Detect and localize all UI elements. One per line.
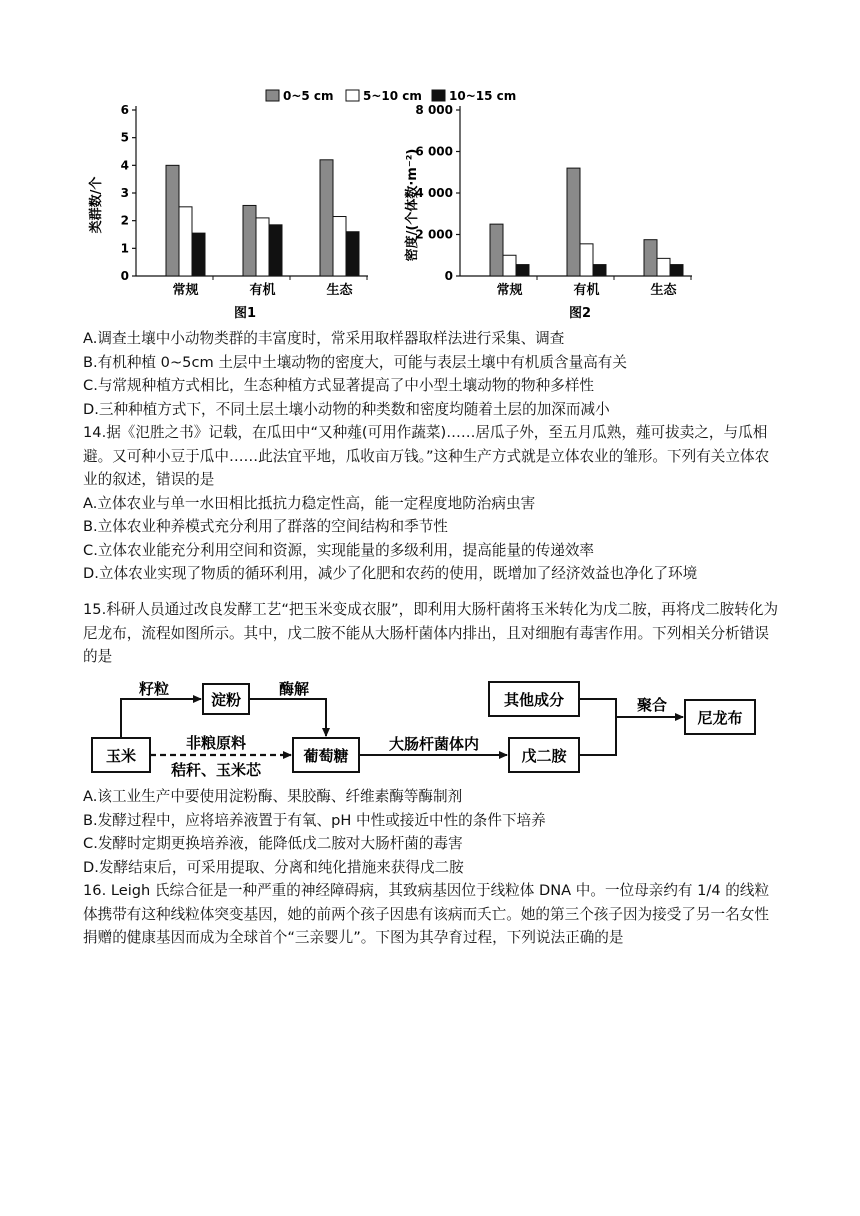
bar-1-2 [593,265,606,276]
chart-2-ylabel: 密度/(个体数·m⁻²) [405,148,420,262]
y-tick-label: 3 [120,186,129,200]
y-tick-label: 2 000 [415,227,453,242]
arrow-straw-label: 秸秆、玉米芯 [170,761,262,779]
arrow-seed-label: 籽粒 [138,680,170,698]
q15-option-b: B.发酵过程中，应将培养液置于有氧、pH 中性或接近中性的条件下培养 [83,811,546,829]
y-tick-label: 8 000 [415,103,453,117]
y-tick-label: 4 000 [415,186,453,200]
bar-2-0 [320,160,333,276]
legend-label-0-5: 0~5 cm [283,89,334,103]
q15-stem: 15.科研人员通过改良发酵工艺“把玉米变成衣服”，即利用大肠杆菌将玉米转化为戊二胺，再将戊二胺转化为尼龙布，流程如图所示。其中，戊二胺不能从大肠杆菌体内排出，且对细胞有毒害作用。下列相关分析错误的是 [83,601,779,665]
charts-svg [80,80,677,330]
question-16 [83,879,783,950]
bar-0-2 [516,265,529,276]
chart-1-ylabel: 类群数/个 [89,176,104,234]
bar-2-2 [670,265,683,276]
bar-0-2 [192,233,205,276]
q14-option-c: C.立体农业能充分利用空间和资源，实现能量的多级利用，提高能量的传递效率 [83,541,595,559]
bar-0-0 [166,165,179,276]
box-cadaverine-label: 戊二胺 [521,747,567,765]
bar-0-1 [179,207,192,276]
bracket-join [579,699,616,755]
chart-1-bars [166,160,359,276]
y-tick-label: 2 [120,213,129,228]
bar-2-0 [644,240,657,276]
category-label: 生态 [326,283,353,298]
chart-2-ticks [415,103,460,283]
box-nylon-label: 尼龙布 [697,709,743,727]
arrow-nonfood-label: 非粮原料 [185,734,247,752]
question-14 [83,421,783,586]
q14-option-d: D.立体农业实现了物质的循环利用，减少了化肥和农药的使用，既增加了经济效益也净化了环境 [83,565,698,582]
chart-2-categories [496,276,691,298]
bar-0-0 [490,224,503,276]
bar-1-0 [243,205,256,276]
chart-1-categories [172,276,367,298]
category-label: 有机 [573,283,600,298]
y-tick-label: 0 [120,269,129,283]
chart-2-bars [490,168,683,276]
q15-option-c: C.发酵时定期更换培养液，能降低戊二胺对大肠杆菌的毒害 [83,835,463,852]
bar-1-1 [256,218,269,276]
corn-to-nylon-flow [88,672,788,790]
q13-option-c: C.与常规种植方式相比，生态种植方式显著提高了中小型土壤动物的物种多样性 [83,377,595,394]
y-tick-label: 1 [120,241,129,256]
question-13-options [83,327,783,421]
bar-2-1 [333,217,346,276]
arrow-starch-glucose [249,699,326,736]
arrow-ecoli-label: 大肠杆菌体内 [388,735,480,753]
box-other-label: 其他成分 [503,691,565,709]
category-label: 常规 [172,283,199,298]
chart-2-title: 图2 [568,306,592,321]
box-starch-label: 淀粉 [210,691,242,709]
legend-swatch-0-5 [266,90,279,101]
y-tick-label: 6 000 [415,144,453,159]
q13-option-a: A.调查土壤中小动物类群的丰富度时，常采用取样器取样法进行采集、调查 [83,330,565,347]
chart-legend [266,89,516,103]
y-tick-label: 6 [120,103,129,117]
q15-option-a: A.该工业生产中要使用淀粉酶、果胶酶、纤维素酶等酶制剂 [83,788,463,805]
chart-1-title: 图1 [233,306,257,321]
q14-stem: 14.据《氾胜之书》记载，在瓜田中“又种薤(可用作蔬菜)……居瓜子外，至五月瓜熟，薤可拔卖之，与瓜相避。又可种小豆于瓜中……此法宜平地，瓜收亩万钱。”这种生产方式就是立体农业的雏形。下列有关立体农业的叙述，错误的是 [83,424,770,488]
flow-svg [88,672,788,790]
q15-option-d: D.发酵结束后，可采用提取、分离和纯化措施来获得戊二胺 [83,858,464,876]
bar-0-1 [503,255,516,276]
question-15-options [83,785,783,879]
legend-label-10-15: 10~15 cm [449,89,517,103]
bar-1-0 [567,168,580,276]
box-glucose-label: 葡萄糖 [303,747,349,765]
box-corn-label: 玉米 [105,747,137,765]
y-tick-label: 4 [120,158,129,173]
legend-swatch-10-15 [432,90,445,101]
chart-2-density [404,103,692,321]
question-15 [83,598,783,669]
chart-1-ticks [121,103,136,283]
arrow-polymer-label: 聚合 [636,696,668,714]
q14-option-b: B.立体农业种养模式充分利用了群落的空间结构和季节性 [83,518,448,535]
arrow-corn-starch [121,699,201,738]
soil-animal-charts [80,80,677,330]
q16-stem: 16. Leigh 氏综合征是一种严重的神经障碍病，其致病基因位于线粒体 DNA 中。一位母亲约有 1/4 的线粒体携带有这种线粒体突变基因，她的前两个孩子因患有该病而夭亡。她的第三个孩子因为接受了另一名女性捐赠的健康基因而成为全球首个“三亲婴儿”。下图为其孕育过程，下列说法正确的是 [83,882,770,946]
y-tick-label: 0 [444,269,453,283]
q13-option-b: B.有机种植 0~5cm 土层中土壤动物的密度大，可能与表层土壤中有机质含量高有关 [83,353,627,371]
bar-2-1 [657,258,670,276]
chart-1-species-count [88,103,368,321]
q14-option-a: A.立体农业与单一水田相比抵抗力稳定性高，能一定程度地防治病虫害 [83,494,536,512]
arrow-hydrolysis-label: 酶解 [278,680,310,698]
category-label: 生态 [650,283,677,298]
legend-swatch-5-10 [346,90,359,101]
bar-2-2 [346,232,359,276]
category-label: 有机 [249,283,276,298]
category-label: 常规 [496,283,523,298]
bar-1-2 [269,225,282,276]
legend-label-5-10: 5~10 cm [363,89,422,103]
bar-1-1 [580,244,593,276]
q13-option-d: D.三种种植方式下，不同土层土壤小动物的种类数和密度均随着土层的加深而减小 [83,400,610,418]
y-tick-label: 5 [120,130,129,145]
